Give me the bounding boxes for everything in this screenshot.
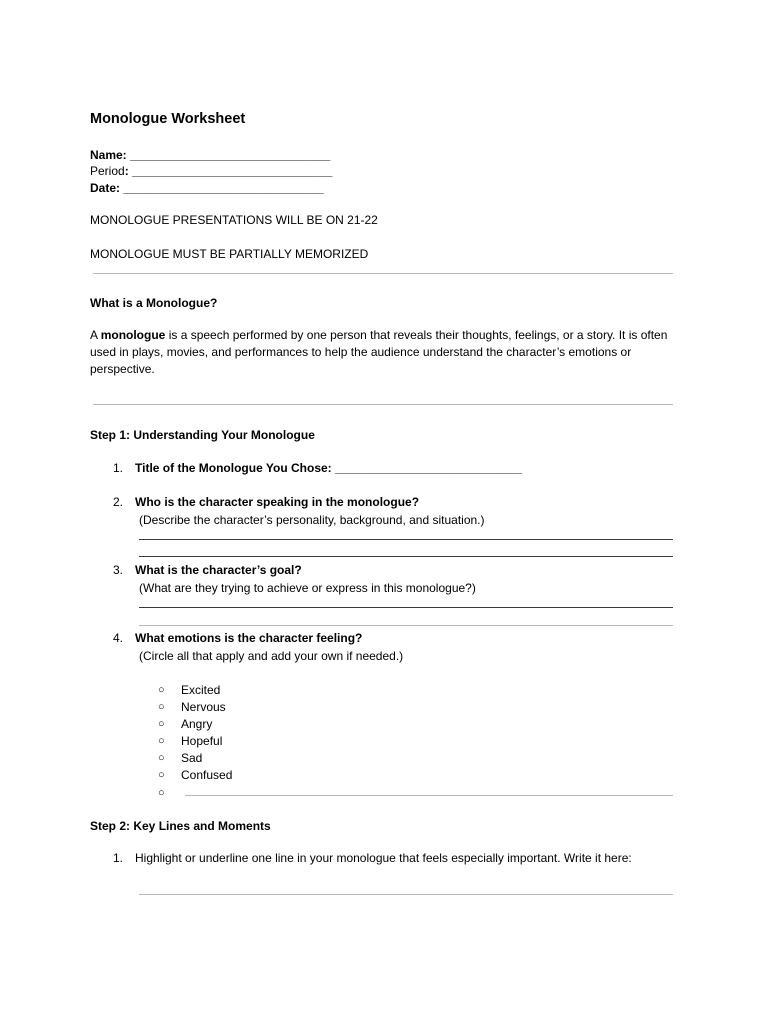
emotions-question: What emotions is the character feeling? (135, 631, 363, 645)
period-colon: : (124, 164, 129, 178)
name-label: Name: (90, 148, 127, 162)
list-number: 3. (113, 563, 124, 577)
key-line-answer-line[interactable] (139, 894, 673, 895)
page-title: Monologue Worksheet (90, 111, 246, 127)
notice-memorized: MONOLOGUE MUST BE PARTIALLY MEMORIZED (90, 247, 369, 261)
section-divider (93, 273, 673, 274)
emotion-option[interactable]: Nervous (181, 700, 226, 714)
key-line-instruction: Highlight or underline one line in your monologue that feels especially important. Write it here: (135, 851, 632, 865)
date-blank[interactable]: ______________________________ (123, 181, 324, 195)
emotion-option[interactable]: Confused (181, 768, 233, 782)
date-label: Date: (90, 181, 121, 195)
goal-answer-line[interactable] (139, 625, 673, 626)
definition-prefix: A (90, 328, 101, 342)
circle-bullet-icon: ○ (158, 718, 165, 730)
step2-heading: Step 2: Key Lines and Moments (90, 819, 271, 833)
character-answer-line[interactable] (139, 556, 673, 557)
emotion-option[interactable]: Hopeful (181, 734, 223, 748)
period-field (90, 164, 332, 178)
period-blank[interactable]: ______________________________ (132, 164, 333, 178)
emotions-hint: (Circle all that apply and add your own if needed.) (139, 649, 404, 663)
character-hint: (Describe the character’s personality, background, and situation.) (139, 513, 485, 527)
goal-answer-line[interactable] (139, 607, 673, 608)
circle-bullet-icon: ○ (158, 769, 165, 781)
circle-bullet-icon: ○ (158, 752, 165, 764)
notice-presentation-date: MONOLOGUE PRESENTATIONS WILL BE ON 21-22 (90, 213, 378, 227)
list-number: 1. (113, 851, 124, 865)
emotion-option[interactable]: Excited (181, 683, 221, 697)
title-question (135, 461, 522, 475)
section-divider (93, 404, 673, 405)
period-label: Period (90, 164, 125, 178)
character-question: Who is the character speaking in the monologue? (135, 495, 420, 509)
definition-text: is a speech performed by one person that reveals their thoughts, feelings, or a story. It is often used in plays, movies, and performances to help the audience understand the character’s emotions or perspective. (90, 328, 668, 376)
definition-heading: What is a Monologue? (90, 296, 218, 310)
list-number: 1. (113, 461, 124, 475)
character-answer-line[interactable] (139, 539, 673, 540)
definition-paragraph (90, 327, 680, 378)
step1-heading: Step 1: Understanding Your Monologue (90, 428, 315, 442)
name-field (90, 148, 330, 162)
other-emotion-line[interactable] (185, 795, 673, 796)
list-number: 2. (113, 495, 124, 509)
definition-term: monologue (100, 328, 166, 342)
emotion-option[interactable]: Angry (181, 717, 213, 731)
circle-bullet-icon: ○ (158, 684, 165, 696)
date-field (90, 181, 324, 195)
title-answer-blank[interactable]: ____________________________ (335, 461, 522, 475)
name-blank[interactable]: ______________________________ (130, 148, 331, 162)
emotion-option[interactable]: Sad (181, 751, 203, 765)
goal-question: What is the character’s goal? (135, 563, 302, 577)
circle-bullet-icon: ○ (158, 735, 165, 747)
circle-bullet-icon: ○ (158, 787, 165, 799)
goal-hint: (What are they trying to achieve or express in this monologue?) (139, 581, 476, 595)
title-question-text: Title of the Monologue You Chose: (135, 461, 332, 475)
circle-bullet-icon: ○ (158, 701, 165, 713)
list-number: 4. (113, 631, 124, 645)
